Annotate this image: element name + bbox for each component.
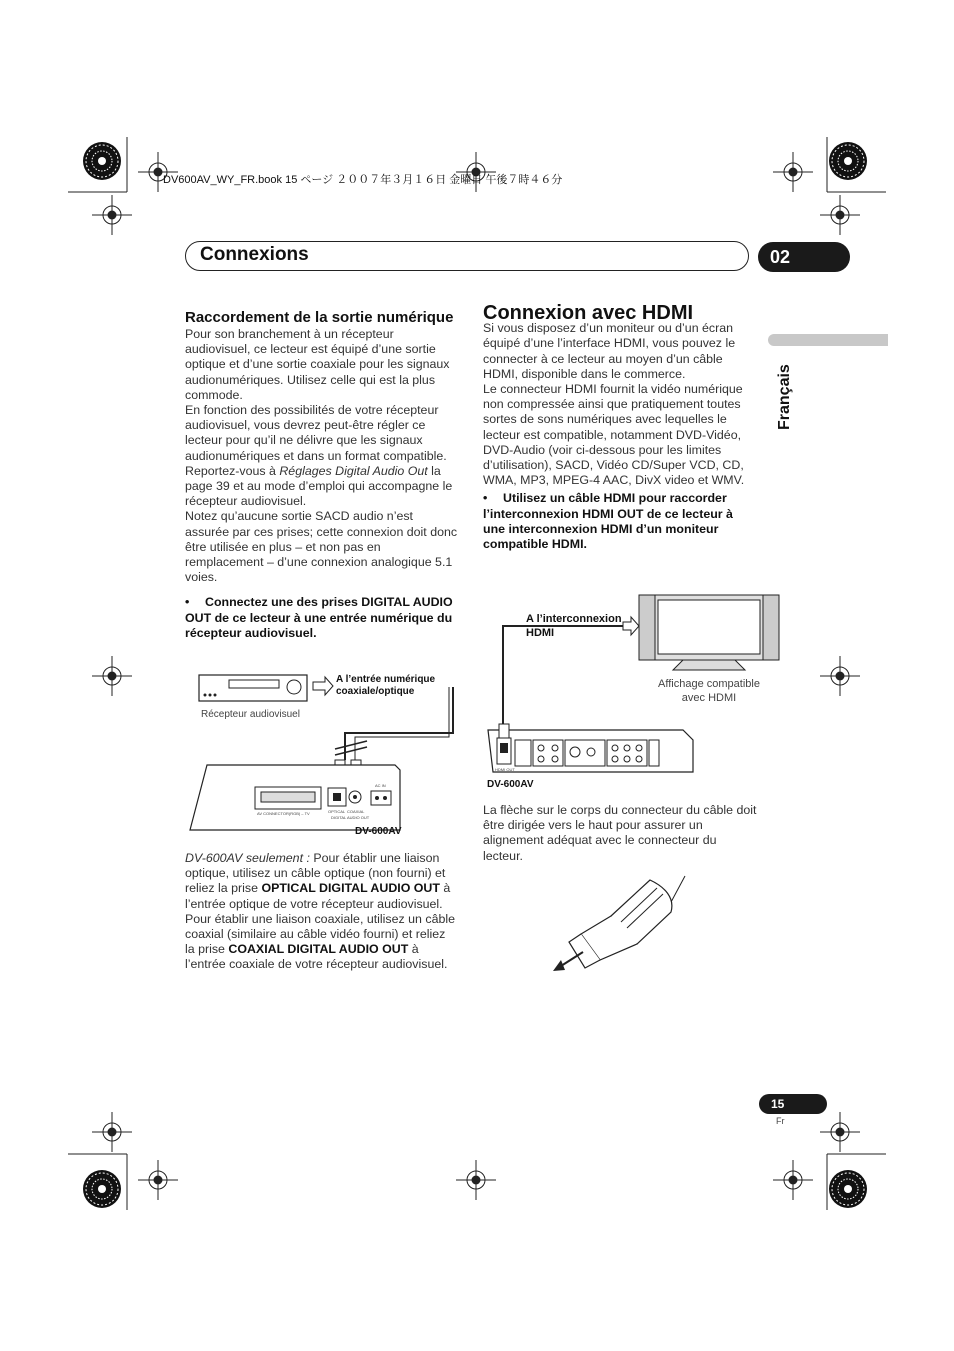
- left-column-bottom: [185, 851, 458, 973]
- file-header: DV600AV_WY_FR.book 15 ページ ２００７年３月１６日 金曜日 午後７時４６分: [163, 174, 563, 186]
- paragraph: Si vous disposez d’un moniteur ou d’un écran équipé d’une l’interface HDMI, vous pouvez le connecter à ce lecteur au moyen d’un câble HDMI, disponible dans le commerce.: [483, 321, 736, 381]
- label-hdmi-interconnect: A l’interconnexion HDMI: [526, 613, 622, 639]
- dvd-player-illustration: [190, 765, 400, 830]
- label-player-left: DV-600AV: [355, 826, 402, 837]
- paragraph: Pour son branchement à un récepteur audiovisuel, ce lecteur est équipé d’une sortie optique et d’une sortie coaxiale pour les signaux audionumériques. Utilisez celle qui est la plus commode.: [185, 327, 450, 402]
- chapter-title: Connexions: [200, 244, 309, 265]
- av-receiver-illustration: [199, 675, 307, 701]
- registration-mark: [829, 142, 867, 180]
- svg-text:COAXIAL: COAXIAL: [347, 809, 365, 814]
- section-heading-hdmi: Connexion avec HDMI: [483, 302, 694, 324]
- label-receiver: Récepteur audiovisuel: [201, 709, 300, 720]
- svg-text:OPTICAL: OPTICAL: [328, 809, 346, 814]
- svg-text:AC IN: AC IN: [375, 783, 386, 788]
- paragraph: Notez qu’aucune sortie SACD audio n’est assurée par ces prises; cette connexion doit donc être utilisée en plus – et non pas en remplacement – d’une connexion analogique 5.1 voies.: [185, 509, 458, 585]
- paragraph: Le connecteur HDMI fournit la vidéo numérique non compressée ainsi que pratiquement toutes sortes de sons numériques avec lequelles le lecteur est compatible, notamment DVD-Vidéo, DVD-Audio (voir ci-dessous pour les limites d’utilisation), SACD, Vidéo CD/Super VCD, CD, WMA, MP3, MPEG-4 AAC, DivX video et WMV.: [483, 382, 745, 488]
- tv-illustration: [639, 595, 779, 670]
- label-player-right: DV-600AV: [487, 779, 534, 790]
- registration-mark: [83, 142, 121, 180]
- page-language-code: Fr: [776, 1116, 785, 1126]
- registration-mark: [829, 1170, 867, 1208]
- down-left-arrow-icon: [553, 952, 583, 971]
- svg-text:DIGITAL AUDIO OUT: DIGITAL AUDIO OUT: [331, 815, 370, 820]
- left-column: [185, 308, 458, 641]
- chapter-number: 02: [758, 242, 850, 272]
- paragraph: La flèche sur le corps du connecteur du câble doit être dirigée vers le haut pour assurer un alignement adéquat avec le connecteur du lecteur.: [483, 803, 757, 863]
- registration-mark: [83, 1170, 121, 1208]
- right-column-bottom: [483, 803, 758, 864]
- label-hdmi-display: Affichage compatible avec HDMI: [658, 678, 760, 704]
- arrow-icon: [313, 677, 333, 695]
- svg-text:HDMI OUT: HDMI OUT: [495, 767, 515, 772]
- svg-text:AV CONNECTOR(RGB) – TV: AV CONNECTOR(RGB) – TV: [257, 811, 310, 816]
- page-number: 15: [759, 1094, 827, 1114]
- language-tab: [768, 334, 888, 346]
- instruction-bullet: • Connectez une des prises DIGITAL AUDIO OUT de ce lecteur à une entrée numérique du récepteur audiovisuel.: [185, 595, 453, 640]
- language-label: Français: [776, 364, 793, 430]
- label-digital-input: A l’entrée numérique coaxiale/optique: [336, 674, 436, 697]
- instruction-bullet: • Utilisez un câble HDMI pour raccorder l’interconnexion HDMI OUT de ce lecteur à une interconnexion HDMI d’un moniteur compatible HDMI.: [483, 491, 733, 552]
- paragraph: DV-600AV seulement : Pour établir une liaison optique, utilisez un câble optique (non fourni) et reliez la prise OPTICAL DIGITAL AUDIO OUT à l’entrée optique de votre récepteur audiovisuel.: [185, 851, 451, 911]
- paragraph: En fonction des possibilités de votre récepteur audiovisuel, vous devrez peut-être régler ce lecteur pour qu’il ne délivre que les signaux audionumériques et dans un format compatible. Reportez-vous à Réglages Digital Audio Out la page 39 et au mode d’emploi qui accompagne le récepteur audiovisuel.: [185, 403, 453, 509]
- dvd-player-illustration: [488, 724, 693, 772]
- hdmi-plug-illustration: [545, 872, 695, 977]
- right-column: [483, 302, 758, 552]
- paragraph: Pour établir une liaison coaxiale, utilisez un câble coaxial (similaire au câble vidéo fourni) et reliez la prise COAXIAL DIGITAL AUDIO OUT à l’entrée coaxiale de votre récepteur audiovisuel.: [185, 911, 455, 972]
- section-heading-digital: Raccordement de la sortie numérique: [185, 309, 454, 326]
